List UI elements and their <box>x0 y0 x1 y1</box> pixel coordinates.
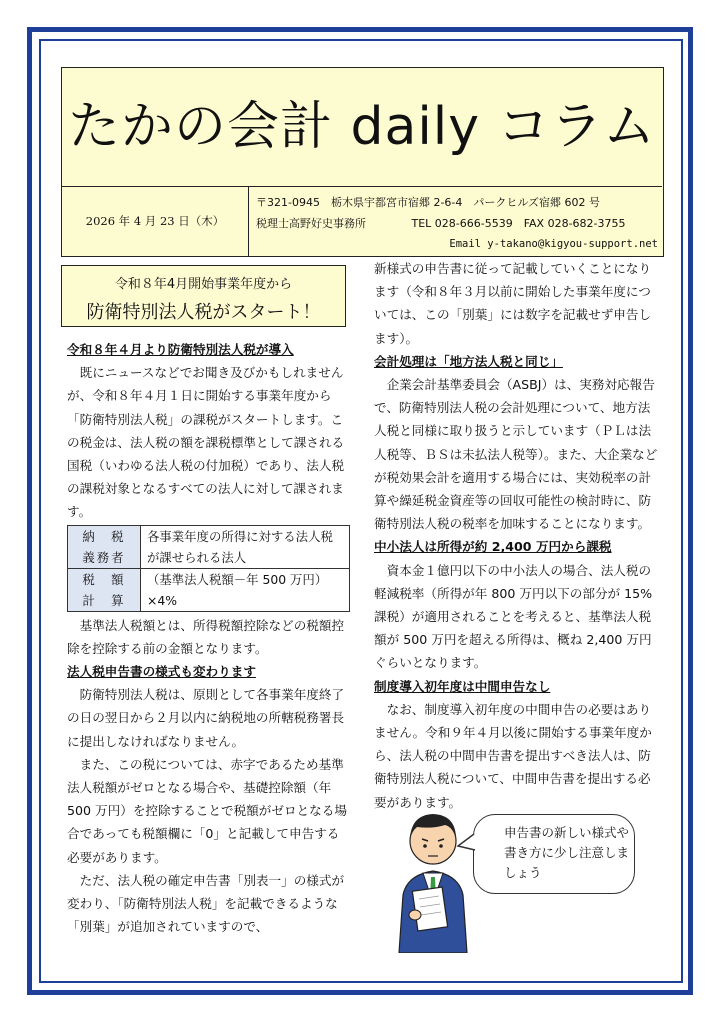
speech-bubble-tail <box>456 832 478 854</box>
table-row <box>68 525 350 568</box>
table-row <box>68 568 350 611</box>
table-value: （基準法人税額－年 500 万円）×4% <box>141 568 350 611</box>
table-key: 納 税 義務者 <box>68 525 141 568</box>
issue-date: 2026 年 4 月 23 日（木） <box>62 187 249 256</box>
paragraph: 新様式の申告書に従って記載していくことになります（令和８年３月以前に開始した事業年度については、この「別葉」には数字を記載せず申告します）。 <box>374 261 652 346</box>
office-info <box>256 192 658 255</box>
office-email: Email y-takano@kigyou-support.net <box>449 238 658 250</box>
section-heading: 法人税申告書の様式も変わります <box>67 664 256 680</box>
paragraph: 防衛特別法人税は、原則として各事業年度終了の日の翌日から２月以内に納税地の所轄税務署長に提出しなければなりません。 <box>67 687 345 749</box>
office-tel-fax: TEL 028-666-5539 FAX 028-682-3755 <box>411 217 626 230</box>
lead-title: 防衛特別法人税がスタート！ <box>86 302 321 323</box>
paragraph: なお、制度導入初年度の中間申告の必要はありません。令和９年４月以後に開始する事業年度から、法人税の中間申告書を提出すべき法人は、防衛特別法人税について、中間申告書を提出する必要があります。 <box>374 701 652 810</box>
speech-bubble <box>473 814 635 894</box>
header-box <box>61 67 664 257</box>
section-heading: 会計処理は「地方法人税と同じ」 <box>374 353 563 369</box>
section-heading: 制度導入初年度は中間申告なし <box>374 678 551 694</box>
section-heading: 中小法人は所得が約 2,400 万円から課税 <box>374 539 612 555</box>
paragraph: 基準法人税額とは、所得税額控除などの税額控除を控除する前の金額となります。 <box>67 617 345 656</box>
section-heading: 令和８年４月より防衛特別法人税が導入 <box>67 342 294 357</box>
lead-subtitle: 令和８年4月開始事業年度から <box>114 277 293 292</box>
businessman-illustration <box>393 803 473 953</box>
table-key: 税 額 計 算 <box>68 568 141 611</box>
left-column <box>67 338 350 938</box>
tax-summary-table <box>67 525 350 612</box>
table-value: 各事業年度の所得に対する法人税が課せられる法人 <box>141 525 350 568</box>
speech-bubble-text: 申告書の新しい様式や書き方に少し注意しましょう <box>504 825 630 880</box>
paragraph: ただ、法人税の確定申告書「別表一」の様式が変わり、「防衛特別法人税」を記載できるような「別葉」が追加されていますので、 <box>67 872 345 935</box>
right-column <box>374 257 660 814</box>
lead-box <box>61 265 346 327</box>
paragraph: 既にニュースなどでお聞き及びかもしれませんが、令和８年４月１日に開始する事業年度から「防衛特別法人税」の課税がスタートします。この税金は、法人税の額を課税標準として課される国税（いわゆる法人税の付加税）であり、法人税の課税対象となるすべての法人に対して課されます。 <box>67 365 345 520</box>
newsletter-title: たかの会計 daily コラム <box>62 68 662 187</box>
office-name: 税理士高野好史事務所 <box>256 217 366 230</box>
office-address: 〒321-0945 栃木県宇都宮市宿郷 2-6-4 パークヒルズ宿郷 602 号 <box>256 196 601 209</box>
paragraph: 企業会計基準委員会（ASBJ）は、実務対応報告で、防衛特別法人税の会計処理について、地方法人税と同様に取り扱うと示しています（ＰＬは法人税等、ＢＳは未払法人税等）。また、大企業などが税効果会計を適用する場合には、実効税率の計算や繰延税金資産等の回収可能性の検討時に、防衛特別法人税の税率を加味することになります。 <box>374 377 658 532</box>
paragraph: また、この税については、赤字であるため基準法人税額がゼロとなる場合や、基礎控除額（年 500 万円）を控除することで税額がゼロとなる場合であっても税額欄に「0」と記載して申告する必要があります。 <box>67 756 347 865</box>
paragraph: 資本金１億円以下の中小法人の場合、法人税の軽減税率（所得が年 800 万円以下の部分が 15%課税）が適用されることを考えると、基準法人税額が 500 万円を超える所得は、概ね 2,400 万円ぐらいとなります。 <box>374 562 653 671</box>
